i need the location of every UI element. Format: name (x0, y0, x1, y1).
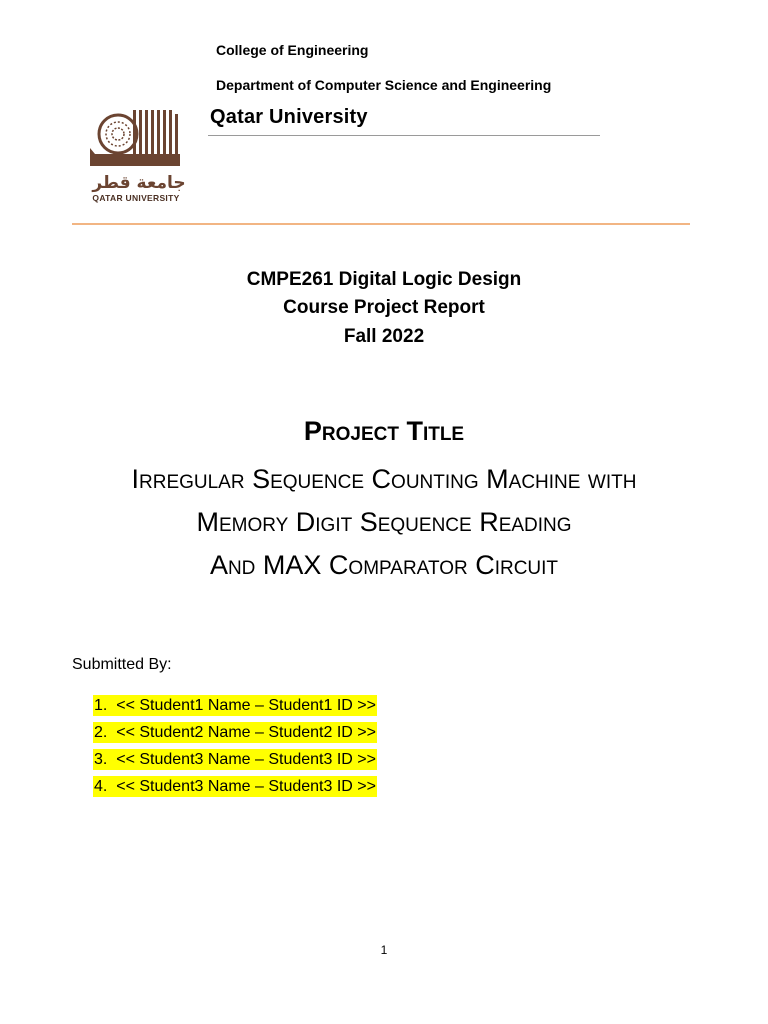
student-list (93, 692, 377, 800)
header-accent-rule (72, 223, 690, 225)
course-name: CMPE261 Digital Logic Design (246, 269, 522, 290)
student-number: 2. (94, 724, 108, 741)
student-entry: << Student3 Name – Student3 ID >> (116, 778, 376, 795)
student-entry: << Student1 Name – Student1 ID >> (116, 697, 376, 714)
project-title-heading: Project Title (303, 416, 465, 446)
student-entry: << Student3 Name – Student3 ID >> (116, 751, 376, 768)
report-type: Course Project Report (283, 297, 485, 318)
header-divider (208, 135, 600, 136)
page-number: 1 (380, 943, 388, 957)
project-title-line-3: And MAX Comparator Circuit (209, 550, 559, 580)
department-name: Department of Computer Science and Engineering (216, 77, 552, 93)
list-item (93, 719, 377, 746)
student-number: 3. (94, 751, 108, 768)
student-number: 4. (94, 778, 108, 795)
submitted-by-label: Submitted By: (72, 656, 172, 673)
qatar-university-logo (80, 104, 198, 206)
student-number: 1. (94, 697, 108, 714)
project-title-line-2: Memory Digit Sequence Reading (196, 507, 572, 537)
list-item (93, 773, 377, 800)
list-item (93, 692, 377, 719)
student-entry: << Student2 Name – Student2 ID >> (116, 724, 376, 741)
university-name: Qatar University (210, 106, 368, 128)
project-title-line-1: Irregular Sequence Counting Machine with (131, 464, 637, 494)
logo-arabic-text: جامعة قطر (92, 173, 186, 193)
list-item (93, 746, 377, 773)
logo-english-text: QATAR UNIVERSITY (92, 193, 180, 203)
semester: Fall 2022 (343, 326, 425, 347)
college-name: College of Engineering (216, 42, 369, 58)
